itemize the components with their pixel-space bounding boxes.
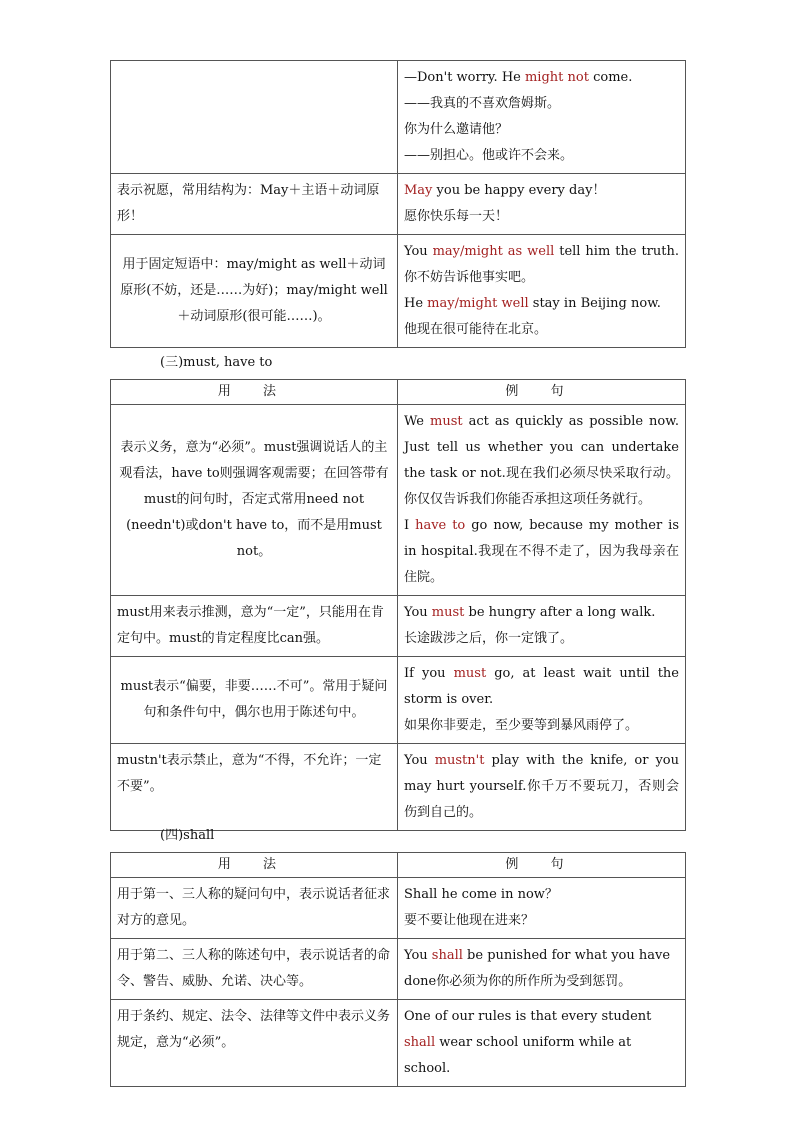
example-cell bbox=[398, 657, 686, 744]
usage-cell: 表示义务，意为“必须”。must强调说话人的主观看法，have to则强调客观需要；在回答带有must的问句时，否定式常用need not (needn't)或don't have to，而不是用must not。 bbox=[111, 405, 398, 596]
example-line bbox=[404, 943, 679, 995]
modal-must-table bbox=[110, 379, 686, 831]
usage-cell: 用于条约、规定、法令、法律等文件中表示义务规定，意为“必须”。 bbox=[111, 1000, 398, 1087]
usage-cell: 用于固定短语中：may/might as well＋动词原形(不妨，还是……为好)；may/might well＋动词原形(很可能……)。 bbox=[111, 235, 398, 348]
example-text: tell him the truth.你不妨告诉他事实吧。 bbox=[404, 244, 679, 285]
table-header-row bbox=[111, 853, 686, 878]
example-cell bbox=[398, 235, 686, 348]
highlighted-modal: May bbox=[404, 183, 433, 198]
example-line bbox=[404, 409, 679, 513]
example-text: You bbox=[404, 244, 433, 259]
modal-may-table bbox=[110, 60, 686, 348]
highlighted-modal: mustn't bbox=[434, 753, 485, 768]
table-row bbox=[111, 657, 686, 744]
highlighted-modal: have to bbox=[415, 518, 466, 533]
example-line bbox=[404, 204, 679, 230]
example-cell bbox=[398, 939, 686, 1000]
highlighted-modal: must bbox=[453, 666, 487, 681]
example-text: You bbox=[404, 605, 432, 620]
example-text: act as quickly as possible now. Just tell us whether you can undertake the task or not.现在我们必须尽快采取行动。你仅仅告诉我们你能否承担这项任务就行。 bbox=[404, 414, 679, 507]
header-usage: 用 法 bbox=[111, 853, 398, 878]
example-line bbox=[404, 65, 679, 91]
usage-cell: 用于第一、三人称的疑问句中，表示说话者征求对方的意见。 bbox=[111, 878, 398, 939]
example-line bbox=[404, 513, 679, 591]
example-line bbox=[404, 117, 679, 143]
example-text: You bbox=[404, 948, 432, 963]
table-row bbox=[111, 878, 686, 939]
example-line bbox=[404, 626, 679, 652]
highlighted-modal: might not bbox=[524, 70, 589, 85]
table-row bbox=[111, 1000, 686, 1087]
example-text: stay in Beijing now. bbox=[528, 296, 661, 311]
example-line bbox=[404, 178, 679, 204]
example-cell bbox=[398, 61, 686, 174]
table-row bbox=[111, 174, 686, 235]
table-row bbox=[111, 596, 686, 657]
table-header-row bbox=[111, 380, 686, 405]
example-text: be hungry after a long walk. bbox=[464, 605, 656, 620]
example-line bbox=[404, 291, 679, 317]
example-text: go now, because my mother is in hospital.我现在不得不走了，因为我母亲在住院。 bbox=[404, 518, 679, 585]
example-text: ——别担心。他或许不会来。 bbox=[404, 148, 574, 163]
highlighted-modal: shall bbox=[431, 948, 463, 963]
header-usage: 用 法 bbox=[111, 380, 398, 405]
table-row bbox=[111, 939, 686, 1000]
usage-cell bbox=[111, 61, 398, 174]
example-cell bbox=[398, 405, 686, 596]
example-text: He bbox=[404, 296, 428, 311]
example-line bbox=[404, 600, 679, 626]
usage-cell: 用于第二、三人称的陈述句中，表示说话者的命令、警告、威胁、允诺、决心等。 bbox=[111, 939, 398, 1000]
example-text: If you bbox=[404, 666, 454, 681]
example-line bbox=[404, 1004, 679, 1082]
example-text: you be happy every day！ bbox=[432, 183, 606, 198]
example-cell bbox=[398, 878, 686, 939]
example-text: —Don't worry. He bbox=[404, 70, 525, 85]
example-line bbox=[404, 713, 679, 739]
modal-shall-table bbox=[110, 852, 686, 1087]
example-text: 要不要让他现在进来？ bbox=[404, 913, 535, 928]
usage-cell: must表示“偏要，非要……不可”。常用于疑问句和条件句中，偶尔也用于陈述句中。 bbox=[111, 657, 398, 744]
usage-cell: mustn't表示禁止，意为“不得，不允许；一定不要”。 bbox=[111, 744, 398, 831]
header-example: 例 句 bbox=[398, 853, 686, 878]
table-row bbox=[111, 744, 686, 831]
example-line bbox=[404, 91, 679, 117]
section-title-must: (三)must, have to bbox=[160, 355, 273, 370]
example-line bbox=[404, 239, 679, 291]
example-text: 长途跋涉之后，你一定饿了。 bbox=[404, 631, 574, 646]
highlighted-modal: may/might well bbox=[427, 296, 529, 311]
highlighted-modal: may/might as well bbox=[432, 244, 555, 259]
example-line bbox=[404, 143, 679, 169]
highlighted-modal: must bbox=[431, 605, 465, 620]
example-text: I bbox=[404, 518, 416, 533]
example-text: ——我真的不喜欢詹姆斯。 bbox=[404, 96, 561, 111]
highlighted-modal: must bbox=[430, 414, 463, 429]
example-text: go, at least wait until the storm is over. bbox=[404, 666, 679, 707]
example-text: play with the knife, or you may hurt yourself.你千万不要玩刀，否则会伤到自己的。 bbox=[404, 753, 679, 820]
example-cell bbox=[398, 744, 686, 831]
example-cell bbox=[398, 174, 686, 235]
table-row bbox=[111, 61, 686, 174]
example-text: We bbox=[404, 414, 430, 429]
example-line bbox=[404, 317, 679, 343]
example-line bbox=[404, 661, 679, 713]
example-text: One of our rules is that every student bbox=[404, 1009, 652, 1024]
usage-cell: must用来表示推测，意为“一定”，只能用在肯定句中。must的肯定程度比can强。 bbox=[111, 596, 398, 657]
example-text: 如果你非要走，至少要等到暴风雨停了。 bbox=[404, 718, 639, 733]
example-text: come. bbox=[588, 70, 633, 85]
example-text: Shall he come in now？ bbox=[404, 887, 558, 902]
example-cell bbox=[398, 596, 686, 657]
example-line bbox=[404, 748, 679, 826]
header-example: 例 句 bbox=[398, 380, 686, 405]
table-row bbox=[111, 235, 686, 348]
example-text: You bbox=[404, 753, 435, 768]
example-text: 你为什么邀请他？ bbox=[404, 122, 509, 137]
example-text: 愿你快乐每一天！ bbox=[404, 209, 509, 224]
example-text: wear school uniform while at school. bbox=[404, 1035, 632, 1076]
example-text: 他现在很可能待在北京。 bbox=[404, 322, 548, 337]
highlighted-modal: shall bbox=[404, 1035, 436, 1050]
example-line bbox=[404, 908, 679, 934]
section-title-shall: (四)shall bbox=[160, 828, 215, 843]
table-row bbox=[111, 405, 686, 596]
usage-cell: 表示祝愿，常用结构为：May＋主语＋动词原形！ bbox=[111, 174, 398, 235]
example-cell bbox=[398, 1000, 686, 1087]
example-line bbox=[404, 882, 679, 908]
example-text: be punished for what you have done你必须为你的所作所为受到惩罚。 bbox=[404, 948, 671, 989]
